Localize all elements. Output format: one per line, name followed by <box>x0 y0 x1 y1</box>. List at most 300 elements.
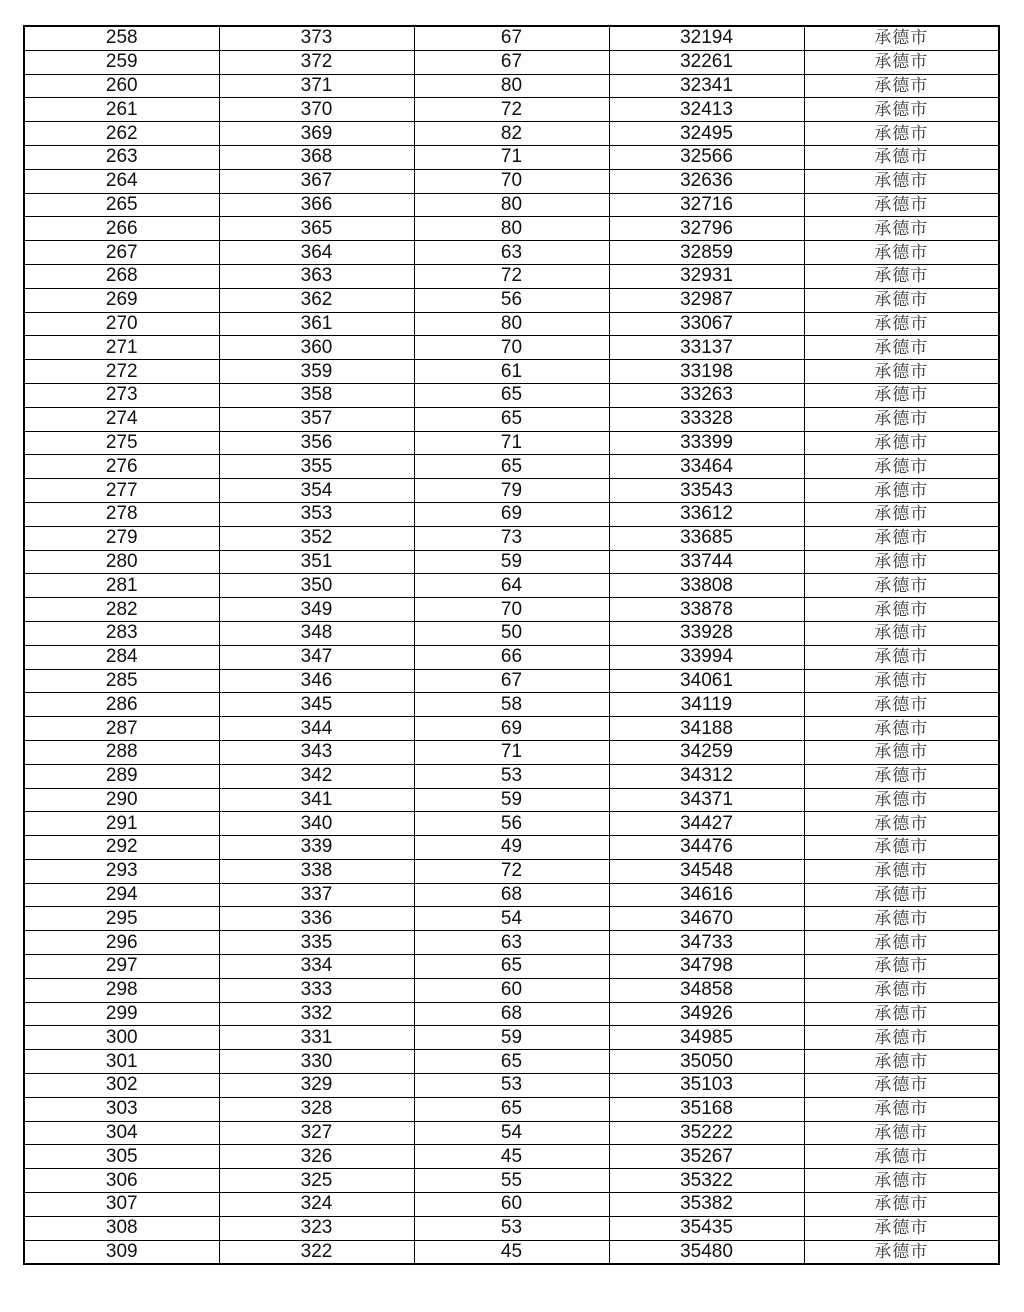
table-row <box>24 978 999 1002</box>
table-row <box>24 931 999 955</box>
rank-cell: 262 <box>24 122 219 146</box>
count-cell: 54 <box>414 907 609 931</box>
cumulative-cell: 32261 <box>609 50 804 74</box>
count-cell: 53 <box>414 764 609 788</box>
table-row <box>24 574 999 598</box>
table-row <box>24 1050 999 1074</box>
cumulative-cell: 34371 <box>609 788 804 812</box>
cumulative-cell: 34985 <box>609 1026 804 1050</box>
score-cell: 341 <box>219 788 414 812</box>
city-cell: 承德市 <box>804 1240 999 1264</box>
cumulative-cell: 32636 <box>609 169 804 193</box>
table-row <box>24 836 999 860</box>
count-cell: 68 <box>414 883 609 907</box>
cumulative-cell: 32413 <box>609 98 804 122</box>
rank-cell: 283 <box>24 621 219 645</box>
city-cell: 承德市 <box>804 1097 999 1121</box>
rank-cell: 292 <box>24 836 219 860</box>
score-cell: 333 <box>219 978 414 1002</box>
table-row <box>24 122 999 146</box>
score-cell: 352 <box>219 526 414 550</box>
count-cell: 69 <box>414 502 609 526</box>
rank-cell: 289 <box>24 764 219 788</box>
rank-cell: 260 <box>24 74 219 98</box>
score-cell: 324 <box>219 1193 414 1217</box>
rank-cell: 259 <box>24 50 219 74</box>
count-cell: 80 <box>414 193 609 217</box>
score-cell: 343 <box>219 740 414 764</box>
table-row <box>24 407 999 431</box>
count-cell: 80 <box>414 74 609 98</box>
cumulative-cell: 35168 <box>609 1097 804 1121</box>
table-row <box>24 883 999 907</box>
cumulative-cell: 33543 <box>609 479 804 503</box>
score-cell: 329 <box>219 1074 414 1098</box>
count-cell: 68 <box>414 1002 609 1026</box>
cumulative-cell: 33808 <box>609 574 804 598</box>
count-cell: 60 <box>414 978 609 1002</box>
table-row <box>24 169 999 193</box>
score-cell: 342 <box>219 764 414 788</box>
score-cell: 344 <box>219 717 414 741</box>
table-row <box>24 669 999 693</box>
score-cell: 356 <box>219 431 414 455</box>
cumulative-cell: 32987 <box>609 288 804 312</box>
cumulative-cell: 34858 <box>609 978 804 1002</box>
table-row <box>24 264 999 288</box>
cumulative-cell: 33328 <box>609 407 804 431</box>
count-cell: 66 <box>414 645 609 669</box>
city-cell: 承德市 <box>804 693 999 717</box>
table-body <box>24 26 999 1264</box>
cumulative-cell: 35382 <box>609 1193 804 1217</box>
cumulative-cell: 34926 <box>609 1002 804 1026</box>
city-cell: 承德市 <box>804 526 999 550</box>
city-cell: 承德市 <box>804 955 999 979</box>
city-cell: 承德市 <box>804 74 999 98</box>
count-cell: 80 <box>414 217 609 241</box>
rank-cell: 269 <box>24 288 219 312</box>
score-cell: 366 <box>219 193 414 217</box>
rank-cell: 296 <box>24 931 219 955</box>
rank-cell: 277 <box>24 479 219 503</box>
cumulative-cell: 33685 <box>609 526 804 550</box>
city-cell: 承德市 <box>804 241 999 265</box>
table-row <box>24 383 999 407</box>
cumulative-cell: 33198 <box>609 360 804 384</box>
table-row <box>24 360 999 384</box>
table-row <box>24 479 999 503</box>
cumulative-cell: 34548 <box>609 859 804 883</box>
rank-cell: 300 <box>24 1026 219 1050</box>
score-cell: 335 <box>219 931 414 955</box>
cumulative-cell: 35050 <box>609 1050 804 1074</box>
city-cell: 承德市 <box>804 26 999 50</box>
city-cell: 承德市 <box>804 740 999 764</box>
count-cell: 80 <box>414 312 609 336</box>
score-cell: 348 <box>219 621 414 645</box>
table-row <box>24 788 999 812</box>
city-cell: 承德市 <box>804 502 999 526</box>
cumulative-cell: 35103 <box>609 1074 804 1098</box>
city-cell: 承德市 <box>804 764 999 788</box>
city-cell: 承德市 <box>804 1002 999 1026</box>
score-cell: 325 <box>219 1169 414 1193</box>
cumulative-cell: 33994 <box>609 645 804 669</box>
table-row <box>24 98 999 122</box>
table-row <box>24 50 999 74</box>
city-cell: 承德市 <box>804 264 999 288</box>
table-row <box>24 26 999 50</box>
city-cell: 承德市 <box>804 1121 999 1145</box>
score-cell: 322 <box>219 1240 414 1264</box>
table-row <box>24 336 999 360</box>
count-cell: 60 <box>414 1193 609 1217</box>
city-cell: 承德市 <box>804 621 999 645</box>
rank-cell: 271 <box>24 336 219 360</box>
count-cell: 71 <box>414 431 609 455</box>
cumulative-cell: 32859 <box>609 241 804 265</box>
table-row <box>24 431 999 455</box>
score-cell: 364 <box>219 241 414 265</box>
count-cell: 59 <box>414 1026 609 1050</box>
city-cell: 承德市 <box>804 122 999 146</box>
rank-cell: 272 <box>24 360 219 384</box>
city-cell: 承德市 <box>804 788 999 812</box>
rank-cell: 298 <box>24 978 219 1002</box>
count-cell: 72 <box>414 264 609 288</box>
city-cell: 承德市 <box>804 1193 999 1217</box>
score-cell: 370 <box>219 98 414 122</box>
score-cell: 351 <box>219 550 414 574</box>
cumulative-cell: 32495 <box>609 122 804 146</box>
city-cell: 承德市 <box>804 883 999 907</box>
table-row <box>24 1240 999 1264</box>
rank-cell: 284 <box>24 645 219 669</box>
city-cell: 承德市 <box>804 217 999 241</box>
table-row <box>24 1002 999 1026</box>
city-cell: 承德市 <box>804 907 999 931</box>
cumulative-cell: 34798 <box>609 955 804 979</box>
count-cell: 67 <box>414 669 609 693</box>
rank-cell: 282 <box>24 598 219 622</box>
count-cell: 82 <box>414 122 609 146</box>
score-cell: 354 <box>219 479 414 503</box>
rank-cell: 273 <box>24 383 219 407</box>
cumulative-cell: 35222 <box>609 1121 804 1145</box>
count-cell: 67 <box>414 50 609 74</box>
cumulative-cell: 33878 <box>609 598 804 622</box>
rank-cell: 291 <box>24 812 219 836</box>
score-cell: 347 <box>219 645 414 669</box>
table-row <box>24 764 999 788</box>
city-cell: 承德市 <box>804 1169 999 1193</box>
table-row <box>24 859 999 883</box>
rank-cell: 264 <box>24 169 219 193</box>
score-cell: 346 <box>219 669 414 693</box>
count-cell: 65 <box>414 1050 609 1074</box>
city-cell: 承德市 <box>804 669 999 693</box>
cumulative-cell: 34670 <box>609 907 804 931</box>
table-row <box>24 812 999 836</box>
count-cell: 72 <box>414 98 609 122</box>
count-cell: 65 <box>414 455 609 479</box>
table-row <box>24 550 999 574</box>
city-cell: 承德市 <box>804 431 999 455</box>
table-row <box>24 907 999 931</box>
rank-cell: 286 <box>24 693 219 717</box>
count-cell: 59 <box>414 788 609 812</box>
city-cell: 承德市 <box>804 383 999 407</box>
score-cell: 334 <box>219 955 414 979</box>
count-cell: 79 <box>414 479 609 503</box>
cumulative-cell: 34733 <box>609 931 804 955</box>
city-cell: 承德市 <box>804 931 999 955</box>
city-cell: 承德市 <box>804 645 999 669</box>
count-cell: 45 <box>414 1240 609 1264</box>
rank-cell: 276 <box>24 455 219 479</box>
count-cell: 45 <box>414 1145 609 1169</box>
score-cell: 362 <box>219 288 414 312</box>
count-cell: 70 <box>414 598 609 622</box>
city-cell: 承德市 <box>804 312 999 336</box>
table-row <box>24 455 999 479</box>
rank-cell: 309 <box>24 1240 219 1264</box>
city-cell: 承德市 <box>804 836 999 860</box>
city-cell: 承德市 <box>804 1074 999 1098</box>
score-cell: 359 <box>219 360 414 384</box>
count-cell: 50 <box>414 621 609 645</box>
score-cell: 349 <box>219 598 414 622</box>
cumulative-cell: 33464 <box>609 455 804 479</box>
score-cell: 369 <box>219 122 414 146</box>
rank-cell: 263 <box>24 145 219 169</box>
cumulative-cell: 32194 <box>609 26 804 50</box>
table-row <box>24 621 999 645</box>
table-row <box>24 1216 999 1240</box>
city-cell: 承德市 <box>804 574 999 598</box>
table-row <box>24 217 999 241</box>
count-cell: 65 <box>414 383 609 407</box>
count-cell: 49 <box>414 836 609 860</box>
score-cell: 357 <box>219 407 414 431</box>
rank-cell: 267 <box>24 241 219 265</box>
rank-cell: 278 <box>24 502 219 526</box>
city-cell: 承德市 <box>804 550 999 574</box>
cumulative-cell: 33928 <box>609 621 804 645</box>
rank-cell: 265 <box>24 193 219 217</box>
table-row <box>24 717 999 741</box>
rank-cell: 294 <box>24 883 219 907</box>
score-cell: 323 <box>219 1216 414 1240</box>
score-distribution-table <box>23 25 1000 1265</box>
cumulative-cell: 32341 <box>609 74 804 98</box>
score-cell: 326 <box>219 1145 414 1169</box>
rank-cell: 287 <box>24 717 219 741</box>
table-row <box>24 693 999 717</box>
count-cell: 54 <box>414 1121 609 1145</box>
rank-cell: 274 <box>24 407 219 431</box>
table-row <box>24 1026 999 1050</box>
score-cell: 371 <box>219 74 414 98</box>
cumulative-cell: 33744 <box>609 550 804 574</box>
count-cell: 65 <box>414 955 609 979</box>
score-cell: 363 <box>219 264 414 288</box>
count-cell: 53 <box>414 1074 609 1098</box>
table-row <box>24 1121 999 1145</box>
rank-cell: 306 <box>24 1169 219 1193</box>
rank-cell: 258 <box>24 26 219 50</box>
count-cell: 64 <box>414 574 609 598</box>
score-cell: 340 <box>219 812 414 836</box>
table-row <box>24 288 999 312</box>
rank-cell: 307 <box>24 1193 219 1217</box>
score-cell: 365 <box>219 217 414 241</box>
table-row <box>24 598 999 622</box>
count-cell: 72 <box>414 859 609 883</box>
cumulative-cell: 34259 <box>609 740 804 764</box>
rank-cell: 288 <box>24 740 219 764</box>
cumulative-cell: 32796 <box>609 217 804 241</box>
rank-cell: 293 <box>24 859 219 883</box>
score-cell: 338 <box>219 859 414 883</box>
rank-cell: 268 <box>24 264 219 288</box>
score-cell: 350 <box>219 574 414 598</box>
score-cell: 336 <box>219 907 414 931</box>
count-cell: 69 <box>414 717 609 741</box>
cumulative-cell: 32566 <box>609 145 804 169</box>
table-row <box>24 1193 999 1217</box>
city-cell: 承德市 <box>804 455 999 479</box>
table-row <box>24 740 999 764</box>
cumulative-cell: 34188 <box>609 717 804 741</box>
city-cell: 承德市 <box>804 288 999 312</box>
count-cell: 56 <box>414 288 609 312</box>
count-cell: 63 <box>414 931 609 955</box>
cumulative-cell: 34312 <box>609 764 804 788</box>
score-cell: 328 <box>219 1097 414 1121</box>
score-cell: 339 <box>219 836 414 860</box>
count-cell: 55 <box>414 1169 609 1193</box>
score-cell: 330 <box>219 1050 414 1074</box>
rank-cell: 279 <box>24 526 219 550</box>
city-cell: 承德市 <box>804 98 999 122</box>
table-row <box>24 241 999 265</box>
city-cell: 承德市 <box>804 50 999 74</box>
city-cell: 承德市 <box>804 407 999 431</box>
cumulative-cell: 33612 <box>609 502 804 526</box>
rank-cell: 261 <box>24 98 219 122</box>
city-cell: 承德市 <box>804 978 999 1002</box>
score-cell: 355 <box>219 455 414 479</box>
rank-cell: 280 <box>24 550 219 574</box>
city-cell: 承德市 <box>804 169 999 193</box>
count-cell: 70 <box>414 336 609 360</box>
rank-cell: 297 <box>24 955 219 979</box>
table-row <box>24 1145 999 1169</box>
rank-cell: 305 <box>24 1145 219 1169</box>
cumulative-cell: 33067 <box>609 312 804 336</box>
cumulative-cell: 34616 <box>609 883 804 907</box>
city-cell: 承德市 <box>804 360 999 384</box>
score-cell: 368 <box>219 145 414 169</box>
cumulative-cell: 32716 <box>609 193 804 217</box>
table-row <box>24 74 999 98</box>
table-row <box>24 502 999 526</box>
rank-cell: 281 <box>24 574 219 598</box>
count-cell: 70 <box>414 169 609 193</box>
count-cell: 63 <box>414 241 609 265</box>
rank-cell: 299 <box>24 1002 219 1026</box>
rank-cell: 266 <box>24 217 219 241</box>
count-cell: 59 <box>414 550 609 574</box>
cumulative-cell: 34427 <box>609 812 804 836</box>
score-table-page <box>23 25 1000 1265</box>
count-cell: 65 <box>414 407 609 431</box>
rank-cell: 285 <box>24 669 219 693</box>
city-cell: 承德市 <box>804 1216 999 1240</box>
rank-cell: 301 <box>24 1050 219 1074</box>
cumulative-cell: 34061 <box>609 669 804 693</box>
table-row <box>24 312 999 336</box>
count-cell: 58 <box>414 693 609 717</box>
table-row <box>24 955 999 979</box>
rank-cell: 295 <box>24 907 219 931</box>
table-row <box>24 645 999 669</box>
rank-cell: 308 <box>24 1216 219 1240</box>
cumulative-cell: 33263 <box>609 383 804 407</box>
cumulative-cell: 35435 <box>609 1216 804 1240</box>
city-cell: 承德市 <box>804 336 999 360</box>
cumulative-cell: 32931 <box>609 264 804 288</box>
city-cell: 承德市 <box>804 1026 999 1050</box>
score-cell: 353 <box>219 502 414 526</box>
city-cell: 承德市 <box>804 1145 999 1169</box>
cumulative-cell: 34119 <box>609 693 804 717</box>
score-cell: 360 <box>219 336 414 360</box>
rank-cell: 303 <box>24 1097 219 1121</box>
table-row <box>24 193 999 217</box>
count-cell: 53 <box>414 1216 609 1240</box>
city-cell: 承德市 <box>804 598 999 622</box>
score-cell: 337 <box>219 883 414 907</box>
count-cell: 71 <box>414 740 609 764</box>
score-cell: 367 <box>219 169 414 193</box>
count-cell: 71 <box>414 145 609 169</box>
rank-cell: 290 <box>24 788 219 812</box>
cumulative-cell: 33399 <box>609 431 804 455</box>
table-row <box>24 145 999 169</box>
score-cell: 372 <box>219 50 414 74</box>
cumulative-cell: 35322 <box>609 1169 804 1193</box>
rank-cell: 270 <box>24 312 219 336</box>
cumulative-cell: 35267 <box>609 1145 804 1169</box>
score-cell: 327 <box>219 1121 414 1145</box>
city-cell: 承德市 <box>804 717 999 741</box>
score-cell: 361 <box>219 312 414 336</box>
city-cell: 承德市 <box>804 479 999 503</box>
rank-cell: 275 <box>24 431 219 455</box>
city-cell: 承德市 <box>804 812 999 836</box>
count-cell: 56 <box>414 812 609 836</box>
score-cell: 332 <box>219 1002 414 1026</box>
count-cell: 67 <box>414 26 609 50</box>
table-row <box>24 1097 999 1121</box>
city-cell: 承德市 <box>804 145 999 169</box>
cumulative-cell: 34476 <box>609 836 804 860</box>
score-cell: 373 <box>219 26 414 50</box>
score-cell: 358 <box>219 383 414 407</box>
